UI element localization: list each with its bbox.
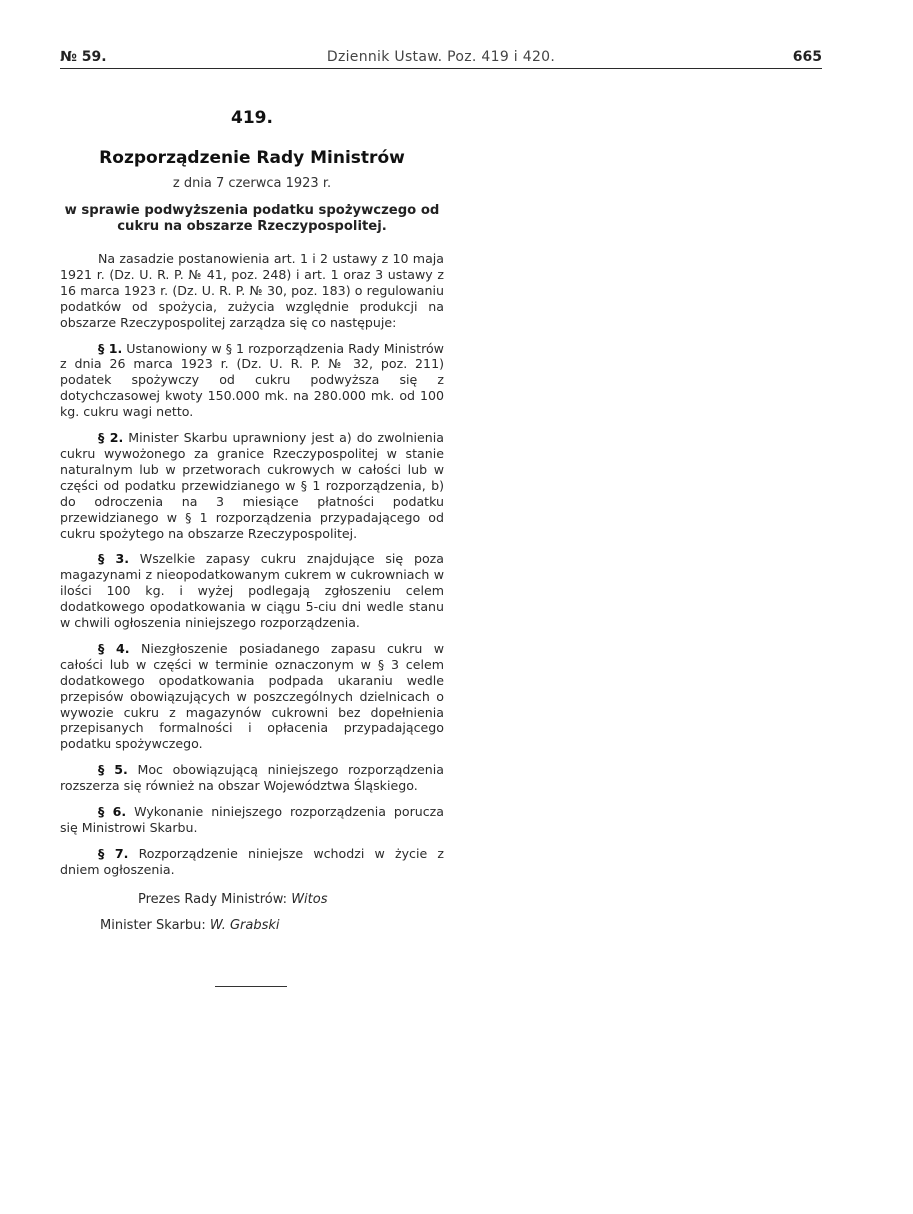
section-text: Ustanowiony w § 1 rozporządzenia Rady Ministrów z dnia 26 marca 1923 r. (Dz. U. R. P. № 32, poz. 211) podatek spożywczy od cukru podwyższa się z dotychczasowej kwoty 150.000 mk. na 280.000 mk. od 100 kg. cukru wagi netto. (60, 340, 444, 420)
running-header (60, 48, 822, 69)
act-title: Rozporządzenie Rady Ministrów (99, 148, 405, 168)
section-7 (60, 846, 444, 878)
section-5 (60, 762, 444, 794)
section-label: § 5. (98, 762, 128, 778)
section-label: § 3. (98, 551, 129, 567)
issue-number: № 59. (60, 49, 107, 65)
signature-prime-minister (138, 892, 444, 908)
text-column (60, 108, 444, 987)
act-date: z dnia 7 czerwca 1923 r. (172, 176, 332, 191)
signature-name: Witos (291, 891, 328, 907)
section-label: § 4. (98, 640, 130, 656)
signature-treasury-minister (100, 918, 444, 934)
section-text: Minister Skarbu uprawniony jest a) do zwolnienia cukru wywożonego za granice Rzeczypospolitej w stanie naturalnym lub w przetworach cukrowych w całości lub w części od podatku przewidzianego w § 1 rozporządzenia, b) do odroczenia na 3 miesiące płatności podatku przewidzianego w § 1 rozporządzenia przypadającego od cukru spożytego na obszarze Rzeczypospolitej. (60, 430, 444, 541)
section-label: § 1. (98, 340, 123, 356)
section-text: Niezgłoszenie posiadanego zapasu cukru w całości lub w części w terminie oznaczonym w § 3 celem dodatkowego opodatkowania podpada ukaraniu wedle przepisów obowiązujących w poszczególnych dzielnicach o wywozie cukru z magazynów cukrowni bez dopełnienia przepisanych formalności i opłacenia przypadającego podatku spożywczego. (60, 640, 444, 752)
section-label: § 7. (98, 845, 129, 861)
signature-role: Prezes Rady Ministrów: (138, 891, 288, 907)
preamble: Na zasadzie postanowienia art. 1 i 2 ustawy z 10 maja 1921 r. (Dz. U. R. P. № 41, poz. 248) i art. 1 oraz 3 ustawy z 16 marca 1923 r. (Dz. U. R. P. № 30, poz. 183) o regulowaniu podatków od spożycia, zużycia względnie produkcji na obszarze Rzeczypospolitej zarządza się co następuje: (60, 251, 444, 330)
section-text: Rozporządzenie niniejsze wchodzi w życie z dniem ogłoszenia. (60, 845, 444, 877)
section-text: Wykonanie niniejszego rozporządzenia porucza się Ministrowi Skarbu. (60, 804, 444, 835)
act-subject: w sprawie podwyższenia podatku spożywczego od cukru na obszarze Rzeczypospolitej. (64, 203, 440, 234)
journal-reference: Dziennik Ustaw. Poz. 419 i 420. (326, 49, 556, 65)
section-1 (60, 341, 444, 421)
section-4 (60, 641, 444, 752)
section-2 (60, 430, 444, 541)
signature-name: W. Grabski (209, 917, 280, 933)
signature-role: Minister Skarbu: (100, 917, 206, 933)
act-number: 419. (231, 108, 273, 128)
section-6 (60, 804, 444, 836)
section-text: Wszelkie zapasy cukru znajdujące się poza magazynami z nieopodatkowanym cukrem w cukrowniach w ilości 100 kg. i wyżej podlegają zgłoszeniu celem dodatkowego opodatkowania w ciągu 5-ciu dni wedle stanu w chwili ogłoszenia niniejszego rozporządzenia. (60, 551, 444, 631)
page-number: 665 (792, 49, 822, 65)
section-label: § 2. (98, 430, 124, 446)
section-text: Moc obowiązującą niniejszego rozporządzenia rozszerza się również na obszar Województwa Śląskiego. (60, 762, 444, 794)
section-label: § 6. (98, 804, 127, 820)
end-divider (215, 986, 287, 987)
section-3 (60, 551, 444, 631)
